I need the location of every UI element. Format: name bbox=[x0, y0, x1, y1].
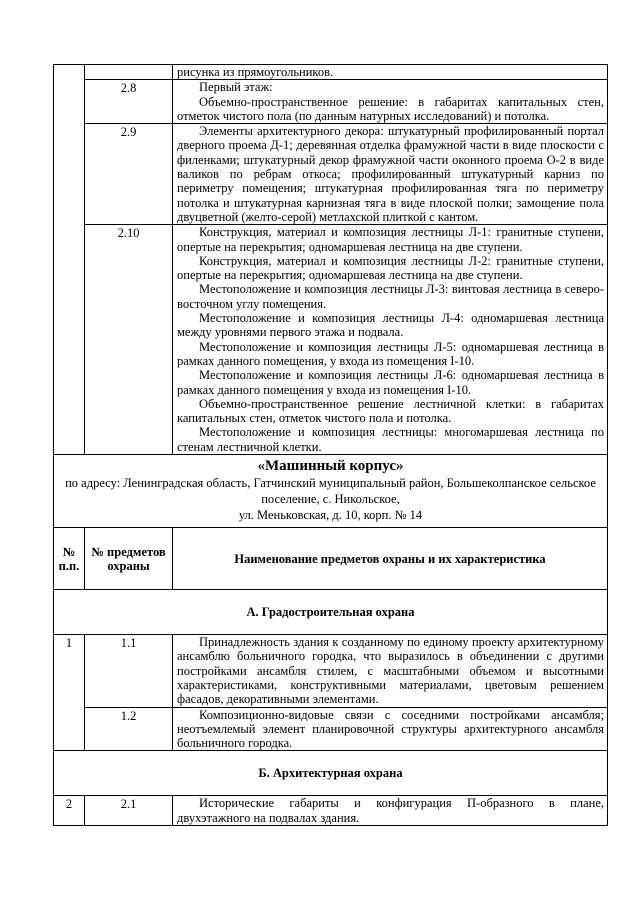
characteristic-cell bbox=[173, 796, 608, 826]
characteristic-cell bbox=[173, 124, 608, 225]
pp-cell: 2 bbox=[54, 796, 85, 826]
paragraph: Элементы архитектурного декора: штукатурный профилированный портал дверного проема Д-1; деревянная отделка фрамужной части в виде плоскости с филенками; штукатурный декор фрамужной части оконного проема О-2 в виде валиков по ребрам откоса; профилированный штукатурный карниз по периметру помещения; штукатурная профилированная тяга по периметру потолка и штукатурная карнизная тяга в виде плоской полки; замощение пола двуцветной (желто-серой) метлахской плиткой с кантом. bbox=[177, 124, 604, 224]
paragraph: Местоположение и композиция лестницы Л-3: винтовая лестница в северо-восточном углу помещения. bbox=[177, 282, 604, 311]
paragraph: Объемно-пространственное решение лестничной клетки: в габаритах капитальных стен, отметок чистого пола и потолка. bbox=[177, 396, 604, 426]
paragraph: Местоположение и композиция лестницы Л-5: одномаршевая лестница в рамках данного помещения, у входа из помещения I-10. bbox=[177, 339, 604, 368]
object-number-cell: 2.8 bbox=[85, 80, 173, 124]
table-row bbox=[54, 635, 608, 707]
section-row bbox=[54, 590, 608, 635]
corpus-title: «Машинный корпус» bbox=[257, 458, 404, 475]
characteristic-cell bbox=[173, 635, 608, 707]
object-number-cell: 2.9 bbox=[85, 124, 173, 225]
paragraph: рисунка из прямоугольников. bbox=[177, 65, 334, 79]
section-title: Б. Архитектурная охрана bbox=[54, 751, 608, 796]
pp-cell: 1 bbox=[54, 635, 85, 751]
address-line: по адресу: Ленинградская область, Гатчинский муниципальный район, Большеколпанское сельское bbox=[65, 476, 596, 491]
characteristic-cell bbox=[173, 707, 608, 751]
address-line: ул. Меньковская, д. 10, корп. № 14 bbox=[238, 508, 423, 523]
header-pp: № п.п. bbox=[54, 528, 85, 590]
table-row bbox=[54, 65, 608, 80]
table-row bbox=[54, 80, 608, 124]
paragraph: Местоположение и композиция лестницы Л-4: одномаршевая лестница между уровнями первого этажа и подвала. bbox=[177, 311, 604, 340]
paragraph: Местоположение и композиция лестницы Л-6: одномаршевая лестница в рамках данного помещения у входа из помещения I-10. bbox=[177, 368, 604, 397]
header-row bbox=[54, 528, 608, 590]
paragraph: Композиционно-видовые связи с соседними постройками ансамбля; неотъемлемый элемент планировочной структуры архитектурного ансамбля больничного городка. bbox=[177, 707, 604, 751]
header-characteristic: Наименование предметов охраны и их характеристика bbox=[173, 528, 608, 590]
characteristic-cell bbox=[173, 80, 608, 124]
section-title: А. Градостроительная охрана bbox=[54, 590, 608, 635]
table-row bbox=[54, 124, 608, 225]
protection-objects-table bbox=[53, 64, 608, 826]
paragraph: Конструкция, материал и композиция лестницы Л-2: гранитные ступени, опертые на перекрытия; одномаршевая лестница на две ступени. bbox=[177, 253, 604, 283]
paragraph: Принадлежность здания к созданному по единому проекту архитектурному ансамблю больничного городка, что выразилось в объединении с другими постройками ансамбля стилем, с масштабными объемом и высотными характеристиками, конструктивными материалами, цветовым решением фасадов, декоративными элементами. bbox=[177, 635, 604, 707]
paragraph: Первый этаж: bbox=[199, 80, 273, 95]
table-row bbox=[54, 225, 608, 455]
pp-cell bbox=[54, 65, 85, 455]
object-number-cell: 2.10 bbox=[85, 225, 173, 455]
characteristic-cell bbox=[173, 225, 608, 455]
corpus-address bbox=[54, 475, 607, 523]
paragraph: Исторические габариты и конфигурация П-образного в плане, двухэтажного на подвалах здания. bbox=[177, 796, 604, 825]
characteristic-cell bbox=[173, 65, 608, 80]
corpus-title-cell bbox=[54, 455, 608, 528]
table-row bbox=[54, 707, 608, 751]
paragraph: Объемно-пространственное решение: в габаритах капитальных стен, отметок чистого пола (по данным натурных исследований) и потолка. bbox=[177, 94, 604, 123]
address-line: поселение, с. Никольское, bbox=[261, 492, 400, 507]
section-row bbox=[54, 751, 608, 796]
object-number-cell bbox=[85, 65, 173, 80]
header-object-number: № предметов охраны bbox=[85, 528, 173, 590]
paragraph: Конструкция, материал и композиция лестницы Л-1: гранитные ступени, опертые на перекрытия; одномаршевая лестница на две ступени. bbox=[177, 225, 604, 254]
object-number-cell: 1.1 bbox=[85, 635, 173, 707]
corpus-title-row bbox=[54, 455, 608, 528]
object-number-cell: 2.1 bbox=[85, 796, 173, 826]
table-row bbox=[54, 796, 608, 826]
object-number-cell: 1.2 bbox=[85, 707, 173, 751]
paragraph: Местоположение и композиция лестницы: многомаршевая лестница по стенам лестничной клетки. bbox=[177, 425, 604, 454]
